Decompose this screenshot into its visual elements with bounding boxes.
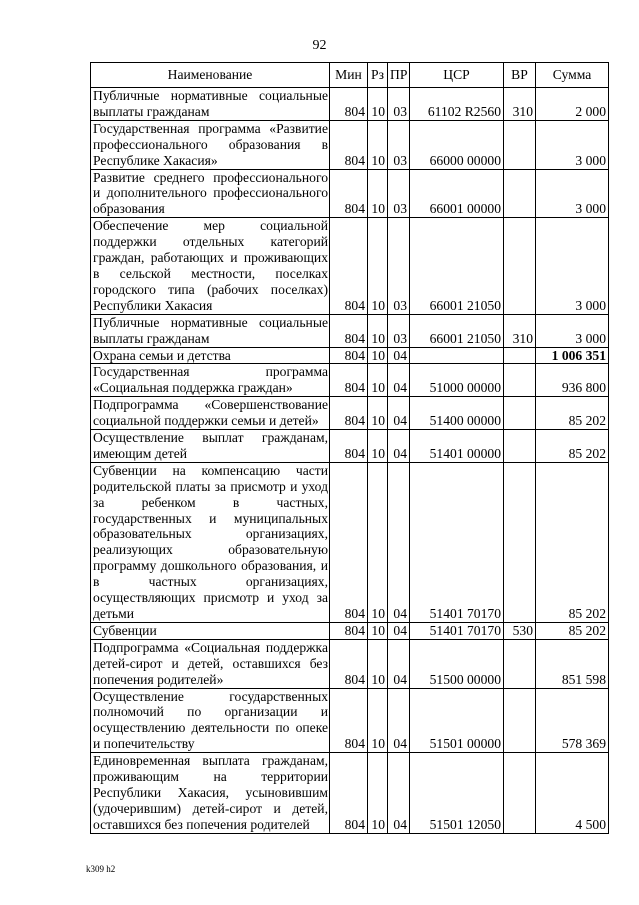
cell-vr [504,397,536,430]
cell-sum: 578 369 [536,688,609,753]
cell-csr: 51400 00000 [410,397,504,430]
table-row [91,364,609,397]
cell-csr: 51401 70170 [410,622,504,639]
cell-pr: 04 [388,753,410,834]
cell-rz: 10 [368,120,388,169]
cell-name: Подпрограмма «Совершенствование социальной поддержки семьи и детей» [91,397,330,430]
cell-pr: 04 [388,397,410,430]
cell-name: Обеспечение мер социальной поддержки отдельных категорий граждан, работающих и проживающих в сельской местности, поселках городского типа (рабочих поселках) Республики Хакасия [91,218,330,314]
cell-sum: 85 202 [536,430,609,463]
cell-rz: 10 [368,688,388,753]
cell-csr: 51401 70170 [410,462,504,622]
cell-min: 804 [330,753,368,834]
table-row [91,430,609,463]
cell-sum: 2 000 [536,88,609,121]
header-rz: Рз [368,63,388,88]
table-row [91,218,609,314]
cell-csr: 51501 12050 [410,753,504,834]
cell-rz: 10 [368,430,388,463]
cell-min: 804 [330,314,368,347]
cell-pr: 04 [388,430,410,463]
cell-vr [504,169,536,218]
cell-pr: 04 [388,462,410,622]
cell-pr: 03 [388,314,410,347]
cell-name: Государственная программа «Развитие профессионального образования в Республике Хакасия» [91,120,330,169]
cell-sum: 85 202 [536,462,609,622]
cell-csr: 51401 00000 [410,430,504,463]
cell-sum: 3 000 [536,120,609,169]
cell-vr [504,430,536,463]
cell-name: Охрана семьи и детства [91,347,330,364]
cell-rz: 10 [368,88,388,121]
cell-min: 804 [330,120,368,169]
cell-rz: 10 [368,639,388,688]
budget-table [90,62,609,834]
table-row [91,120,609,169]
cell-name: Публичные нормативные социальные выплаты гражданам [91,314,330,347]
cell-vr [504,688,536,753]
cell-vr: 310 [504,314,536,347]
table-row [91,688,609,753]
cell-name: Развитие среднего профессионального и дополнительного профессионального образования [91,169,330,218]
cell-pr: 03 [388,88,410,121]
cell-rz: 10 [368,397,388,430]
cell-csr: 51500 00000 [410,639,504,688]
cell-sum: 4 500 [536,753,609,834]
cell-name: Субвенции [91,622,330,639]
table-body [91,88,609,834]
cell-pr: 03 [388,120,410,169]
cell-csr: 61102 R2560 [410,88,504,121]
cell-pr: 04 [388,622,410,639]
cell-sum: 85 202 [536,397,609,430]
cell-vr [504,218,536,314]
cell-rz: 10 [368,218,388,314]
cell-min: 804 [330,88,368,121]
page-number: 92 [312,38,327,53]
cell-name: Единовременная выплата гражданам, проживающим на территории Республики Хакасия, усыновившим (удочерившим) детей-сирот и детей, оставшихся без попечения родителей [91,753,330,834]
cell-min: 804 [330,169,368,218]
cell-sum: 3 000 [536,169,609,218]
cell-sum: 851 598 [536,639,609,688]
cell-csr: 66001 21050 [410,218,504,314]
cell-pr: 04 [388,347,410,364]
table-row [91,397,609,430]
cell-csr: 51501 00000 [410,688,504,753]
header-sum: Сумма [536,63,609,88]
table-row [91,169,609,218]
cell-rz: 10 [368,314,388,347]
cell-rz: 10 [368,347,388,364]
cell-name: Публичные нормативные социальные выплаты гражданам [91,88,330,121]
cell-min: 804 [330,397,368,430]
cell-rz: 10 [368,169,388,218]
cell-vr [504,462,536,622]
table-row [91,347,609,364]
cell-rz: 10 [368,753,388,834]
cell-vr [504,753,536,834]
table-row [91,753,609,834]
table-row [91,462,609,622]
cell-pr: 04 [388,639,410,688]
header-vr: ВР [504,63,536,88]
cell-min: 804 [330,430,368,463]
cell-rz: 10 [368,622,388,639]
cell-min: 804 [330,462,368,622]
cell-sum: 936 800 [536,364,609,397]
cell-name: Подпрограмма «Социальная поддержка детей-сирот и детей, оставшихся без попечения родителей» [91,639,330,688]
cell-name: Осуществление выплат гражданам, имеющим детей [91,430,330,463]
header-csr: ЦСР [410,63,504,88]
header-min: Мин [330,63,368,88]
cell-csr: 66000 00000 [410,120,504,169]
cell-min: 804 [330,688,368,753]
cell-sum: 1 006 351 [536,347,609,364]
cell-min: 804 [330,622,368,639]
cell-min: 804 [330,364,368,397]
cell-pr: 04 [388,364,410,397]
cell-name: Государственная программа «Социальная поддержка граждан» [91,364,330,397]
cell-csr: 66001 00000 [410,169,504,218]
cell-vr [504,120,536,169]
table-row [91,88,609,121]
cell-min: 804 [330,639,368,688]
table-row [91,622,609,639]
cell-min: 804 [330,218,368,314]
cell-vr [504,639,536,688]
cell-csr: 66001 21050 [410,314,504,347]
cell-rz: 10 [368,462,388,622]
cell-vr [504,347,536,364]
header-pr: ПР [388,63,410,88]
cell-vr: 530 [504,622,536,639]
cell-name: Осуществление государственных полномочий по организации и осуществлению деятельности по опеке и попечительству [91,688,330,753]
table-header-row [91,63,609,88]
table-row [91,314,609,347]
cell-pr: 03 [388,169,410,218]
cell-rz: 10 [368,364,388,397]
cell-csr [410,347,504,364]
cell-sum: 3 000 [536,314,609,347]
table-row [91,639,609,688]
header-name: Наименование [91,63,330,88]
cell-pr: 03 [388,218,410,314]
cell-min: 804 [330,347,368,364]
cell-sum: 85 202 [536,622,609,639]
cell-csr: 51000 00000 [410,364,504,397]
cell-name: Субвенции на компенсацию части родительской платы за присмотр и уход за ребенком в частных, государственных и муниципальных образовательных организациях, реализующих образовательную программу дошкольного образования, и в частных организациях, осуществляющих присмотр и уход за детьми [91,462,330,622]
cell-vr [504,364,536,397]
document-code: k309 h2 [86,864,116,874]
cell-sum: 3 000 [536,218,609,314]
cell-vr: 310 [504,88,536,121]
cell-pr: 04 [388,688,410,753]
